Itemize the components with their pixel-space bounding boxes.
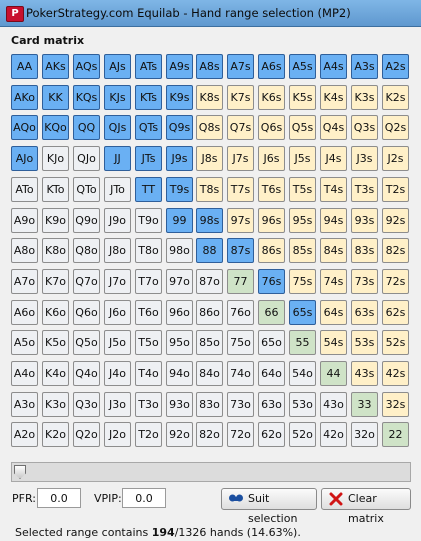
hand-cell-KTo[interactable]: KTo — [42, 177, 69, 202]
hand-cell-AQs[interactable]: AQs — [73, 54, 100, 79]
hand-cell-93s[interactable]: 93s — [351, 208, 378, 233]
hand-cell-65o[interactable]: 65o — [258, 330, 285, 355]
hand-cell-75o[interactable]: 75o — [227, 330, 254, 355]
hand-cell-J9s[interactable]: J9s — [166, 146, 193, 171]
hand-cell-J8s[interactable]: J8s — [196, 146, 223, 171]
hand-cell-97o[interactable]: 97o — [166, 269, 193, 294]
hand-cell-T8s[interactable]: T8s — [196, 177, 223, 202]
range-slider-thumb[interactable] — [14, 465, 26, 479]
hand-cell-AKo[interactable]: AKo — [11, 85, 38, 110]
hand-cell-A4o[interactable]: A4o — [11, 361, 38, 386]
hand-cell-AJs[interactable]: AJs — [104, 54, 131, 79]
hand-cell-JTo[interactable]: JTo — [104, 177, 131, 202]
hand-cell-K5s[interactable]: K5s — [289, 85, 316, 110]
hand-cell-J5s[interactable]: J5s — [289, 146, 316, 171]
hand-cell-A2s[interactable]: A2s — [382, 54, 409, 79]
hand-cell-KTs[interactable]: KTs — [135, 85, 162, 110]
hand-cell-ATo[interactable]: ATo — [11, 177, 38, 202]
hand-cell-K5o[interactable]: K5o — [42, 330, 69, 355]
hand-cell-A5o[interactable]: A5o — [11, 330, 38, 355]
hand-cell-Q5o[interactable]: Q5o — [73, 330, 100, 355]
hand-cell-62s[interactable]: 62s — [382, 300, 409, 325]
suit-selection-label: Suit selection — [248, 492, 298, 525]
hand-cell-32o[interactable]: 32o — [351, 422, 378, 447]
hand-cell-J6s[interactable]: J6s — [258, 146, 285, 171]
hand-cell-A3o[interactable]: A3o — [11, 392, 38, 417]
hand-cell-98s[interactable]: 98s — [196, 208, 223, 233]
hand-cell-KJo[interactable]: KJo — [42, 146, 69, 171]
hand-cell-TT[interactable]: TT — [135, 177, 162, 202]
hand-cell-A4s[interactable]: A4s — [320, 54, 347, 79]
hand-cell-AQo[interactable]: AQo — [11, 115, 38, 140]
hand-cell-55[interactable]: 55 — [289, 330, 316, 355]
hand-cell-43s[interactable]: 43s — [351, 361, 378, 386]
hand-cell-Q7o[interactable]: Q7o — [73, 269, 100, 294]
hand-cell-Q9o[interactable]: Q9o — [73, 208, 100, 233]
hand-cell-96o[interactable]: 96o — [166, 300, 193, 325]
hand-cell-22[interactable]: 22 — [382, 422, 409, 447]
hand-cell-QTo[interactable]: QTo — [73, 177, 100, 202]
hand-cell-K7s[interactable]: K7s — [227, 85, 254, 110]
hand-cell-T2s[interactable]: T2s — [382, 177, 409, 202]
hand-cell-66[interactable]: 66 — [258, 300, 285, 325]
hand-cell-A2o[interactable]: A2o — [11, 422, 38, 447]
pfr-input[interactable] — [37, 488, 81, 508]
hand-cell-K8s[interactable]: K8s — [196, 85, 223, 110]
hand-cell-Q8s[interactable]: Q8s — [196, 115, 223, 140]
hand-cell-K2s[interactable]: K2s — [382, 85, 409, 110]
hand-cell-AKs[interactable]: AKs — [42, 54, 69, 79]
status-prefix: Selected range contains — [15, 526, 152, 539]
hand-cell-A6o[interactable]: A6o — [11, 300, 38, 325]
hand-cell-85o[interactable]: 85o — [196, 330, 223, 355]
red-x-icon — [328, 492, 344, 506]
hand-cell-K7o[interactable]: K7o — [42, 269, 69, 294]
hand-cell-K3o[interactable]: K3o — [42, 392, 69, 417]
hand-cell-T4s[interactable]: T4s — [320, 177, 347, 202]
hand-cell-Q2o[interactable]: Q2o — [73, 422, 100, 447]
status-text — [15, 526, 301, 539]
hand-cell-JTs[interactable]: JTs — [135, 146, 162, 171]
card-matrix-label: Card matrix — [11, 34, 85, 47]
hand-cell-J3o[interactable]: J3o — [104, 392, 131, 417]
hand-cell-32s[interactable]: 32s — [382, 392, 409, 417]
hand-cell-K3s[interactable]: K3s — [351, 85, 378, 110]
hand-cell-AA[interactable]: AA — [11, 54, 38, 79]
hand-cell-K8o[interactable]: K8o — [42, 238, 69, 263]
hand-cell-ATs[interactable]: ATs — [135, 54, 162, 79]
hand-cell-96s[interactable]: 96s — [258, 208, 285, 233]
hand-cell-74o[interactable]: 74o — [227, 361, 254, 386]
hand-cell-QJs[interactable]: QJs — [104, 115, 131, 140]
hand-cell-72s[interactable]: 72s — [382, 269, 409, 294]
hand-cell-63o[interactable]: 63o — [258, 392, 285, 417]
hand-cell-86o[interactable]: 86o — [196, 300, 223, 325]
hand-cell-Q7s[interactable]: Q7s — [227, 115, 254, 140]
hand-cell-62o[interactable]: 62o — [258, 422, 285, 447]
hand-cell-T6s[interactable]: T6s — [258, 177, 285, 202]
hand-cell-Q4o[interactable]: Q4o — [73, 361, 100, 386]
hand-cell-84o[interactable]: 84o — [196, 361, 223, 386]
hand-cell-76s[interactable]: 76s — [258, 269, 285, 294]
app-logo-icon: P — [6, 6, 24, 22]
hand-cell-T9s[interactable]: T9s — [166, 177, 193, 202]
hand-cell-K9s[interactable]: K9s — [166, 85, 193, 110]
hand-cell-83s[interactable]: 83s — [351, 238, 378, 263]
hand-cell-76o[interactable]: 76o — [227, 300, 254, 325]
hand-cell-T5o[interactable]: T5o — [135, 330, 162, 355]
hand-cell-JJ[interactable]: JJ — [104, 146, 131, 171]
hand-cell-K4o[interactable]: K4o — [42, 361, 69, 386]
hand-cell-A3s[interactable]: A3s — [351, 54, 378, 79]
pfr-label: PFR: — [12, 492, 36, 505]
hand-cell-K9o[interactable]: K9o — [42, 208, 69, 233]
hand-cell-33[interactable]: 33 — [351, 392, 378, 417]
hand-cell-54o[interactable]: 54o — [289, 361, 316, 386]
hand-cell-T7s[interactable]: T7s — [227, 177, 254, 202]
hand-cell-J7o[interactable]: J7o — [104, 269, 131, 294]
hand-cell-KQs[interactable]: KQs — [73, 85, 100, 110]
hand-cell-A5s[interactable]: A5s — [289, 54, 316, 79]
hand-cell-43o[interactable]: 43o — [320, 392, 347, 417]
hand-cell-54s[interactable]: 54s — [320, 330, 347, 355]
hand-cell-K2o[interactable]: K2o — [42, 422, 69, 447]
hand-cell-53s[interactable]: 53s — [351, 330, 378, 355]
hand-cell-83o[interactable]: 83o — [196, 392, 223, 417]
hand-cell-A8s[interactable]: A8s — [196, 54, 223, 79]
hand-cell-T9o[interactable]: T9o — [135, 208, 162, 233]
hand-cell-Q3o[interactable]: Q3o — [73, 392, 100, 417]
hand-cell-42o[interactable]: 42o — [320, 422, 347, 447]
hand-cell-A6s[interactable]: A6s — [258, 54, 285, 79]
hand-cell-Q9s[interactable]: Q9s — [166, 115, 193, 140]
vpip-label: VPIP: — [94, 492, 122, 505]
range-slider[interactable] — [11, 462, 411, 482]
hand-cell-88[interactable]: 88 — [196, 238, 223, 263]
hand-cell-73s[interactable]: 73s — [351, 269, 378, 294]
hand-cell-J9o[interactable]: J9o — [104, 208, 131, 233]
hand-cell-A8o[interactable]: A8o — [11, 238, 38, 263]
hand-cell-T3s[interactable]: T3s — [351, 177, 378, 202]
hand-cell-52s[interactable]: 52s — [382, 330, 409, 355]
hand-cell-95o[interactable]: 95o — [166, 330, 193, 355]
hand-cell-94o[interactable]: 94o — [166, 361, 193, 386]
clear-matrix-label: Clear matrix — [348, 492, 384, 525]
hand-cell-86s[interactable]: 86s — [258, 238, 285, 263]
hand-cell-T6o[interactable]: T6o — [135, 300, 162, 325]
hand-cell-64s[interactable]: 64s — [320, 300, 347, 325]
hand-cell-Q2s[interactable]: Q2s — [382, 115, 409, 140]
hand-cell-93o[interactable]: 93o — [166, 392, 193, 417]
hand-cell-82o[interactable]: 82o — [196, 422, 223, 447]
hand-cell-A9s[interactable]: A9s — [166, 54, 193, 79]
hand-cell-A7o[interactable]: A7o — [11, 269, 38, 294]
vpip-input[interactable] — [122, 488, 166, 508]
hand-cell-KK[interactable]: KK — [42, 85, 69, 110]
hand-cell-82s[interactable]: 82s — [382, 238, 409, 263]
hand-cell-92s[interactable]: 92s — [382, 208, 409, 233]
hand-cell-J7s[interactable]: J7s — [227, 146, 254, 171]
hand-cell-87s[interactable]: 87s — [227, 238, 254, 263]
hand-cell-J4s[interactable]: J4s — [320, 146, 347, 171]
suits-icon — [228, 492, 244, 506]
hand-cell-44[interactable]: 44 — [320, 361, 347, 386]
hand-cell-84s[interactable]: 84s — [320, 238, 347, 263]
hand-cell-92o[interactable]: 92o — [166, 422, 193, 447]
hand-cell-T8o[interactable]: T8o — [135, 238, 162, 263]
clear-matrix-button[interactable] — [321, 488, 411, 525]
hand-cell-42s[interactable]: 42s — [382, 361, 409, 386]
hand-cell-Q8o[interactable]: Q8o — [73, 238, 100, 263]
hand-cell-63s[interactable]: 63s — [351, 300, 378, 325]
hand-cell-K6o[interactable]: K6o — [42, 300, 69, 325]
hand-cell-A7s[interactable]: A7s — [227, 54, 254, 79]
hand-cell-AJo[interactable]: AJo — [11, 146, 38, 171]
window-title: PokerStrategy.com Equilab - Hand range selection (MP2) — [26, 6, 351, 20]
hand-cell-J6o[interactable]: J6o — [104, 300, 131, 325]
hand-cell-QTs[interactable]: QTs — [135, 115, 162, 140]
hand-cell-J8o[interactable]: J8o — [104, 238, 131, 263]
hand-cell-Q6s[interactable]: Q6s — [258, 115, 285, 140]
hand-cell-QQ[interactable]: QQ — [73, 115, 100, 140]
hand-cell-74s[interactable]: 74s — [320, 269, 347, 294]
hand-cell-J4o[interactable]: J4o — [104, 361, 131, 386]
card-matrix — [11, 54, 411, 454]
hand-cell-J2s[interactable]: J2s — [382, 146, 409, 171]
hand-cell-97s[interactable]: 97s — [227, 208, 254, 233]
hand-cell-65s[interactable]: 65s — [289, 300, 316, 325]
hand-cell-KQo[interactable]: KQo — [42, 115, 69, 140]
hand-cell-94s[interactable]: 94s — [320, 208, 347, 233]
hand-cell-T3o[interactable]: T3o — [135, 392, 162, 417]
hand-cell-75s[interactable]: 75s — [289, 269, 316, 294]
hand-cell-T5s[interactable]: T5s — [289, 177, 316, 202]
hand-cell-T4o[interactable]: T4o — [135, 361, 162, 386]
hand-cell-98o[interactable]: 98o — [166, 238, 193, 263]
hand-cell-K6s[interactable]: K6s — [258, 85, 285, 110]
hand-cell-72o[interactable]: 72o — [227, 422, 254, 447]
status-suffix: /1326 hands (14.63%). — [174, 526, 301, 539]
status-count: 194 — [151, 526, 175, 539]
hand-cell-K4s[interactable]: K4s — [320, 85, 347, 110]
hand-cell-Q5s[interactable]: Q5s — [289, 115, 316, 140]
hand-cell-J3s[interactable]: J3s — [351, 146, 378, 171]
title-bar — [0, 0, 421, 27]
hand-cell-T7o[interactable]: T7o — [135, 269, 162, 294]
hand-cell-T2o[interactable]: T2o — [135, 422, 162, 447]
hand-cell-64o[interactable]: 64o — [258, 361, 285, 386]
hand-cell-87o[interactable]: 87o — [196, 269, 223, 294]
hand-cell-J2o[interactable]: J2o — [104, 422, 131, 447]
hand-cell-73o[interactable]: 73o — [227, 392, 254, 417]
hand-cell-QJo[interactable]: QJo — [73, 146, 100, 171]
hand-cell-77[interactable]: 77 — [227, 269, 254, 294]
hand-cell-Q6o[interactable]: Q6o — [73, 300, 100, 325]
hand-cell-Q4s[interactable]: Q4s — [320, 115, 347, 140]
suit-selection-button[interactable] — [221, 488, 317, 525]
hand-cell-95s[interactable]: 95s — [289, 208, 316, 233]
hand-cell-85s[interactable]: 85s — [289, 238, 316, 263]
hand-cell-Q3s[interactable]: Q3s — [351, 115, 378, 140]
hand-cell-52o[interactable]: 52o — [289, 422, 316, 447]
hand-cell-A9o[interactable]: A9o — [11, 208, 38, 233]
hand-cell-J5o[interactable]: J5o — [104, 330, 131, 355]
hand-cell-KJs[interactable]: KJs — [104, 85, 131, 110]
hand-cell-99[interactable]: 99 — [166, 208, 193, 233]
hand-cell-53o[interactable]: 53o — [289, 392, 316, 417]
